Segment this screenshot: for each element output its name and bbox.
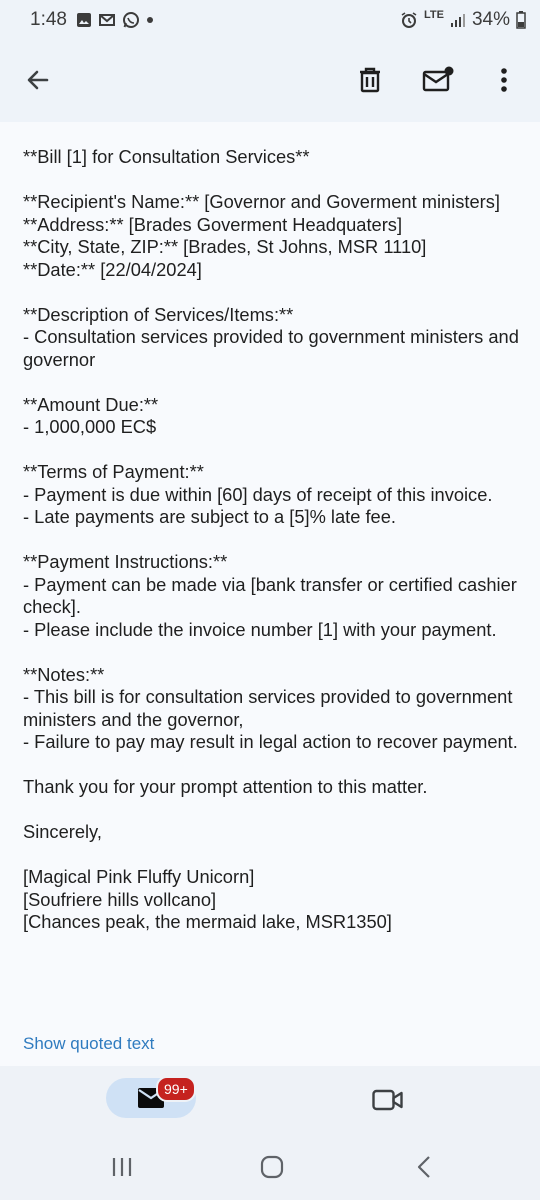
more-vert-icon <box>500 67 508 93</box>
text-line: - Payment can be made via [bank transfer or certified cashier check]. <box>23 573 517 617</box>
message-body <box>0 122 540 1066</box>
text-line: [Soufriere hills vollcano] <box>23 888 217 910</box>
mail-badge: 99+ <box>156 1076 196 1102</box>
paragraph-instructions <box>23 551 523 641</box>
text-line: - Please include the invoice number [1] with your payment. <box>23 618 497 640</box>
dot-icon <box>146 16 154 24</box>
paragraph-description <box>23 304 523 372</box>
text-line: - This bill is for consultation services provided to government ministers and the governor, <box>23 686 513 730</box>
show-quoted-text-link[interactable]: Show quoted text <box>23 1034 155 1053</box>
message-text <box>23 146 523 956</box>
home-icon <box>260 1155 284 1179</box>
text-line: **Amount Due:** <box>23 393 159 415</box>
paragraph-terms <box>23 461 523 529</box>
gmail-icon <box>98 12 116 28</box>
text-line: [Magical Pink Fluffy Unicorn] <box>23 866 255 887</box>
notification-icons <box>76 10 154 30</box>
text-line: **Terms of Payment:** <box>23 461 204 482</box>
text-line: **Recipient's Name:** [Governor and Goverment ministers] <box>23 191 500 212</box>
back-icon <box>417 1155 431 1179</box>
text-line: **Description of Services/Items:** <box>23 303 294 325</box>
paragraph-signature <box>23 866 523 934</box>
mark-unread-icon <box>422 66 454 94</box>
whatsapp-icon <box>122 11 140 29</box>
status-bar <box>0 0 540 40</box>
recents-button[interactable] <box>102 1150 142 1184</box>
text-line: **Bill [1] for Consultation Services** <box>23 146 310 167</box>
system-nav <box>0 1134 540 1200</box>
paragraph-title <box>23 146 523 169</box>
bottom-nav <box>0 1066 540 1134</box>
text-line: - Late payments are subject to a [5]% late fee. <box>23 506 396 527</box>
nav-meet-tab[interactable] <box>368 1080 408 1120</box>
paragraph-thanks <box>23 776 523 799</box>
alarm-icon <box>400 11 418 29</box>
back-arrow-icon <box>25 67 51 93</box>
text-line: **Date:** [22/04/2024] <box>23 258 202 280</box>
paragraph-recipient <box>23 191 523 281</box>
battery-percent: 34% <box>471 9 510 30</box>
text-line: - Consultation services provided to government ministers and governor <box>23 326 519 370</box>
signal-icon <box>450 12 466 28</box>
image-icon <box>76 12 92 28</box>
system-back-button[interactable] <box>404 1150 444 1184</box>
home-button[interactable] <box>252 1150 292 1184</box>
meet-icon <box>372 1089 404 1111</box>
text-line: - Payment is due within [60] days of receipt of this invoice. <box>23 483 493 505</box>
paragraph-signoff <box>23 821 523 844</box>
status-right <box>400 9 526 31</box>
delete-icon <box>358 67 382 93</box>
text-line: Thank you for your prompt attention to this matter. <box>23 776 428 797</box>
text-line: **Address:** [Brades Goverment Headquaters] <box>23 213 403 235</box>
text-line: - 1,000,000 EC$ <box>23 416 157 437</box>
text-line: [Chances peak, the mermaid lake, MSR1350] <box>23 911 392 932</box>
battery-icon <box>516 11 526 29</box>
back-button[interactable] <box>18 60 58 100</box>
text-line: - Failure to pay may result in legal action to recover payment. <box>23 731 518 752</box>
status-time: 1:48 <box>30 9 67 30</box>
mark-unread-button[interactable] <box>418 60 458 100</box>
text-line: **Notes:** <box>23 663 105 685</box>
text-line: Sincerely, <box>23 821 102 842</box>
network-type: LTE <box>424 9 444 21</box>
more-options-button[interactable] <box>484 60 524 100</box>
delete-button[interactable] <box>350 60 390 100</box>
app-bar <box>0 40 540 122</box>
paragraph-notes <box>23 664 523 754</box>
recents-icon <box>111 1157 133 1177</box>
text-line: **City, State, ZIP:** [Brades, St Johns, MSR 1110] <box>23 236 427 257</box>
text-line: **Payment Instructions:** <box>23 551 228 572</box>
paragraph-amount <box>23 394 523 439</box>
